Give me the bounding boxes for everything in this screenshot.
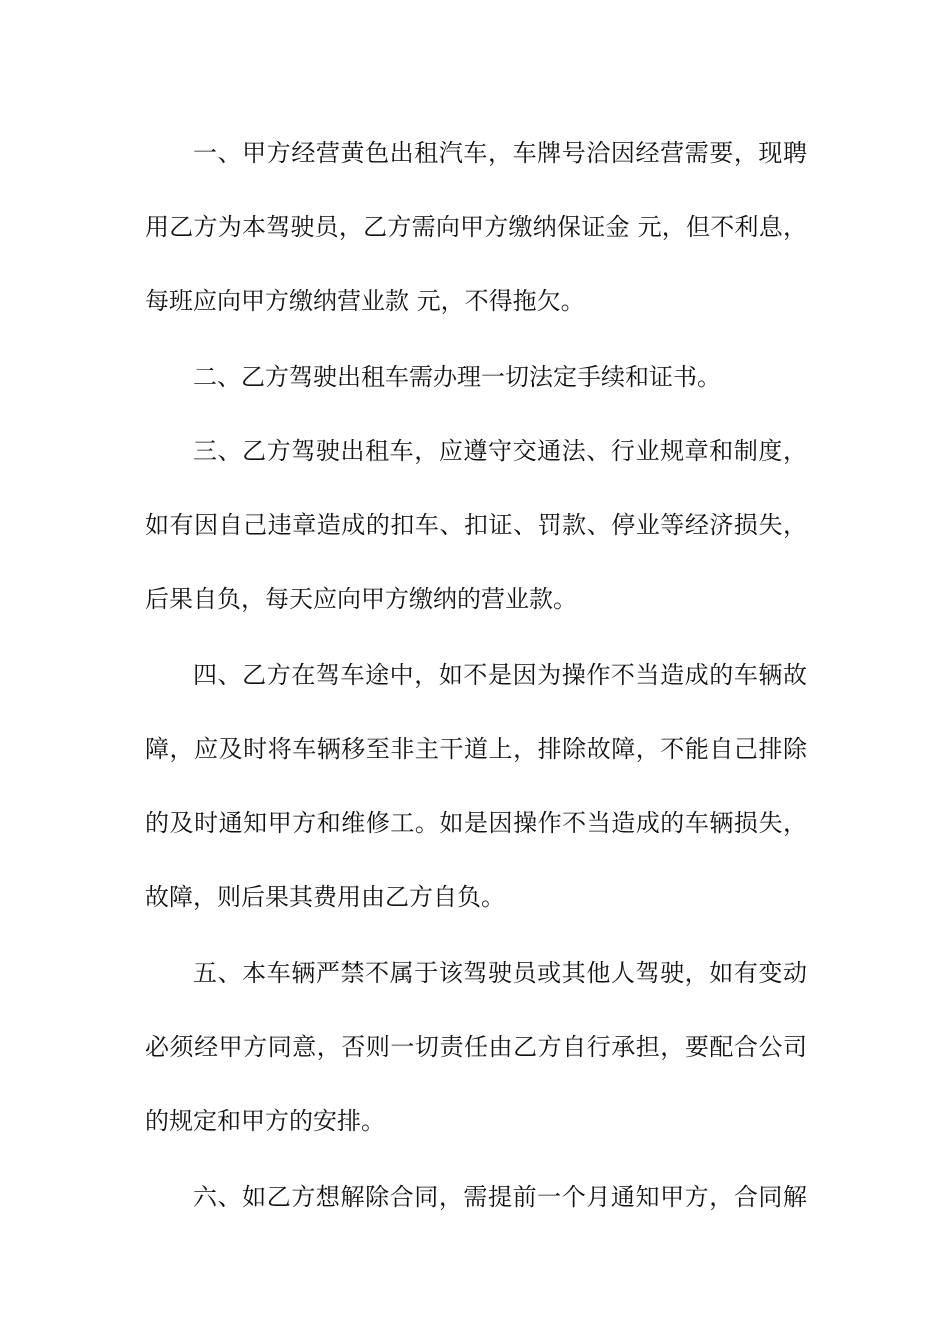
paragraph-6-line-1: 六、如乙方想解除合同，需提前一个月通知甲方，合同解	[193, 1183, 807, 1211]
paragraph-3-line-1: 三、乙方驾驶出租车，应遵守交通法、行业规章和制度，	[193, 437, 807, 465]
paragraph-1-line-3: 每班应向甲方缴纳营业款 元，不得拖欠。	[145, 287, 585, 315]
paragraph-3-line-3: 后果自负，每天应向甲方缴纳的营业款。	[145, 585, 577, 613]
paragraph-2-line-1: 二、乙方驾驶出租车需办理一切法定手续和证书。	[193, 363, 721, 391]
paragraph-4-line-4: 故障，则后果其费用由乙方自负。	[145, 883, 505, 911]
paragraph-4-line-1: 四、乙方在驾车途中，如不是因为操作不当造成的车辆故	[193, 661, 807, 689]
paragraph-5-line-3: 的规定和甲方的安排。	[145, 1107, 385, 1135]
paragraph-5-line-1: 五、本车辆严禁不属于该驾驶员或其他人驾驶，如有变动	[193, 959, 807, 987]
paragraph-5-line-2: 必须经甲方同意，否则一切责任由乙方自行承担，要配合公司	[145, 1033, 807, 1061]
paragraph-4-line-3: 的及时通知甲方和维修工。如是因操作不当造成的车辆损失，	[145, 809, 807, 837]
paragraph-1-line-2: 用乙方为本驾驶员，乙方需向甲方缴纳保证金 元，但不利息，	[145, 213, 807, 241]
paragraph-1-line-1: 一、甲方经营黄色出租汽车，车牌号洽因经营需要，现聘	[193, 139, 807, 167]
paragraph-4-line-2: 障，应及时将车辆移至非主干道上，排除故障，不能自己排除	[145, 735, 807, 763]
paragraph-3-line-2: 如有因自己违章造成的扣车、扣证、罚款、停业等经济损失，	[145, 511, 807, 539]
